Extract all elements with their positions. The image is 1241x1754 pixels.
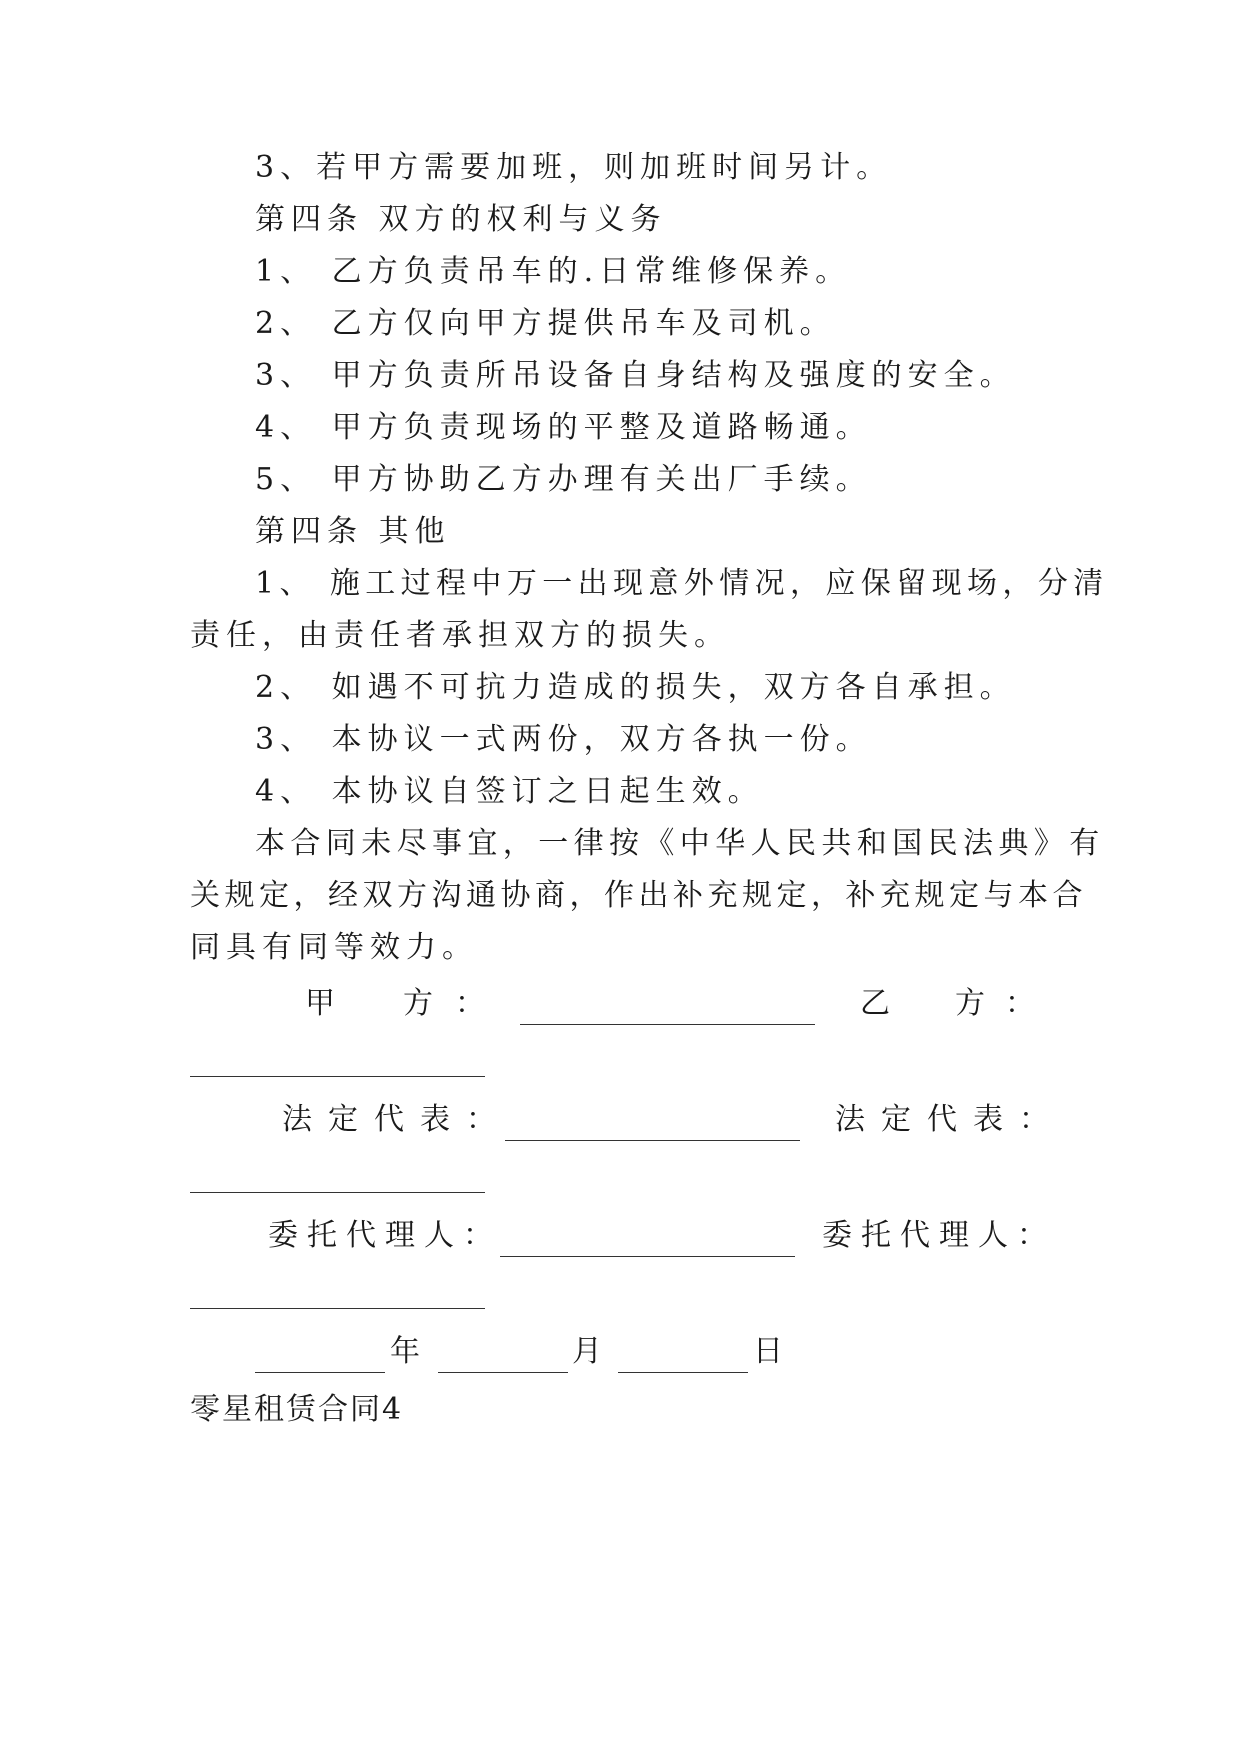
clause-text: 责任，由责任者承担双方的损失。 — [190, 618, 730, 653]
legal-rep-a-label: 法定代表： — [282, 1102, 512, 1137]
clause-text: 1、 乙方负责吊车的.日常维修保养。 — [255, 254, 852, 289]
month-input-line[interactable] — [438, 1350, 568, 1373]
agent-a-label: 委托代理人： — [268, 1218, 502, 1253]
paragraph-text: 关规定，经双方沟通协商，作出补充规定，补充规定与本合 — [190, 878, 1087, 913]
clause-text: 3、 本协议一式两份，双方各执一份。 — [255, 722, 872, 757]
agent-a-signature-line[interactable] — [500, 1234, 795, 1257]
year-input-line[interactable] — [255, 1350, 385, 1373]
party-b-label-char: 乙 — [860, 986, 896, 1021]
article-heading: 第四条 其他 — [255, 514, 451, 549]
clause-text: 3、 甲方负责所吊设备自身结构及强度的安全。 — [255, 358, 1016, 393]
day-label: 日 — [753, 1334, 789, 1369]
paragraph-text: 本合同未尽事宜，一律按《中华人民共和国民法典》有 — [255, 826, 1105, 861]
party-b-signature-line[interactable] — [190, 1054, 485, 1077]
clause-text: 2、 乙方仅向甲方提供吊车及司机。 — [255, 306, 836, 341]
party-a-label-char: 方 — [403, 986, 439, 1021]
clause-text: 4、 甲方负责现场的平整及道路畅通。 — [255, 410, 872, 445]
clause-text: 2、 如遇不可抗力造成的损失，双方各自承担。 — [255, 670, 1016, 705]
article-heading: 第四条 双方的权利与义务 — [255, 202, 667, 237]
party-a-label-char: 甲 — [305, 986, 341, 1021]
agent-b-label: 委托代理人： — [822, 1218, 1056, 1253]
party-a-signature-line[interactable] — [520, 1002, 815, 1025]
agent-b-signature-line[interactable] — [190, 1286, 485, 1309]
clause-text: 4、 本协议自签订之日起生效。 — [255, 774, 764, 809]
next-document-title: 零星租赁合同4 — [190, 1392, 404, 1427]
party-a-colon: ： — [455, 986, 491, 1021]
legal-rep-b-signature-line[interactable] — [190, 1170, 485, 1193]
clause-text: 3、若甲方需要加班，则加班时间另计。 — [255, 150, 893, 185]
month-label: 月 — [572, 1334, 608, 1369]
party-b-label-char: 方 — [955, 986, 991, 1021]
clause-text: 5、 甲方协助乙方办理有关出厂手续。 — [255, 462, 872, 497]
paragraph-text: 同具有同等效力。 — [190, 930, 478, 965]
legal-rep-a-signature-line[interactable] — [505, 1118, 800, 1141]
party-b-colon: ： — [1005, 986, 1041, 1021]
day-input-line[interactable] — [618, 1350, 748, 1373]
legal-rep-b-label: 法定代表： — [835, 1102, 1065, 1137]
year-label: 年 — [390, 1334, 426, 1369]
clause-text: 1、 施工过程中万一出现意外情况，应保留现场，分清 — [255, 566, 1109, 601]
